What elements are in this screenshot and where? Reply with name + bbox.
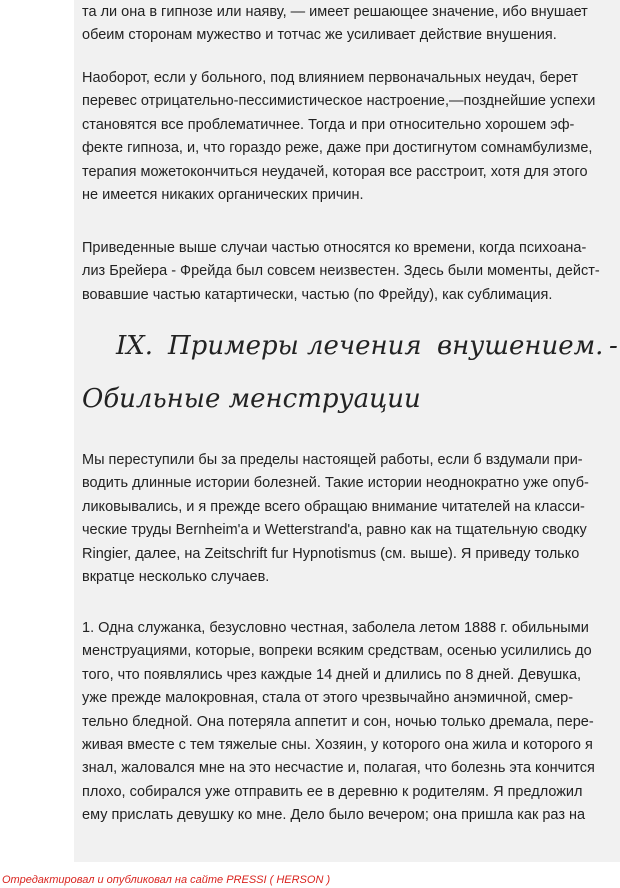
heading-word: Примеры xyxy=(168,331,299,361)
site-credit-footer: Отредактировал и опубликовал на сайте PRESSI ( HERSON ) xyxy=(2,874,331,886)
heading-word: лечения xyxy=(307,331,422,361)
body-paragraph: Наоборот, если у больного, под влиянием первоначальных неудач, берет перевес отрицательно-пессимистическое настроение,—позднейшие успехи становятся все проблематичнее. Тогда и при относительно хорошем эф- фекте гипноза, и, что гораздо реже, даже при достигнутом сомнамбулизме, терапия можетокончиться неудачей, которая все расстроит, хотя для этого не имеется никаких органических причин. xyxy=(82,70,596,204)
chapter-heading-line2: Обильные менструации xyxy=(82,384,421,414)
body-paragraph: Мы переступили бы за пределы настоящей работы, если б вздумали при- водить длинные истории болезней. Такие истории неоднократно уже опуб- ликовывались, и я прежде всего обращаю внимание читателей на класси- ческие труды Bernheim'a и Wetterstrand'a, равно как на тщательную сводку Ringier, далее, на Zeitschrift fur Hypnotismus (см. выше). Я приведу только вкратце несколько случаев. xyxy=(82,452,589,586)
heading-word: - xyxy=(609,331,618,361)
heading-word: внушением. xyxy=(437,331,604,361)
body-paragraph: та ли она в гипнозе или наяву, — имеет решающее значение, ибо внушает обеим сторонам мужество и тотчас же усиливает действие внушения. xyxy=(82,4,588,44)
body-paragraph: 1. Одна служанка, безусловно честная, заболела летом 1888 г. обильными менструациями, которые, вопреки всяким средствам, осенью усилились до того, что появлялись чрез каждые 14 дней и длились по 8 дней. Девушка, уже прежде малокровная, стала от этого чрезвычайно анэмичной, смер- тельно бледной. Она потеряла аппетит и сон, ночью только дремала, пере- живая вместе с тем тяжелые сны. Хозяин, у которого она жила и которого я знал, жаловался мне на это несчастие и, полагая, что болезнь эта кончится плохо, собирался уже отправить ее в деревню к родителям. Я предложил ему прислать девушку ко мне. Дело было вечером; она пришла как раз на xyxy=(82,620,595,824)
page-body xyxy=(74,0,620,862)
body-paragraph: Приведенные выше случаи частью относятся ко времени, когда психоана- лиз Брейера - Фрейда был совсем неизвестен. Здесь были моменты, дейст- вовавшие частью катартически, частью (по Фрейду), как сублимация. xyxy=(82,240,600,303)
heading-word: IX. xyxy=(116,331,154,361)
